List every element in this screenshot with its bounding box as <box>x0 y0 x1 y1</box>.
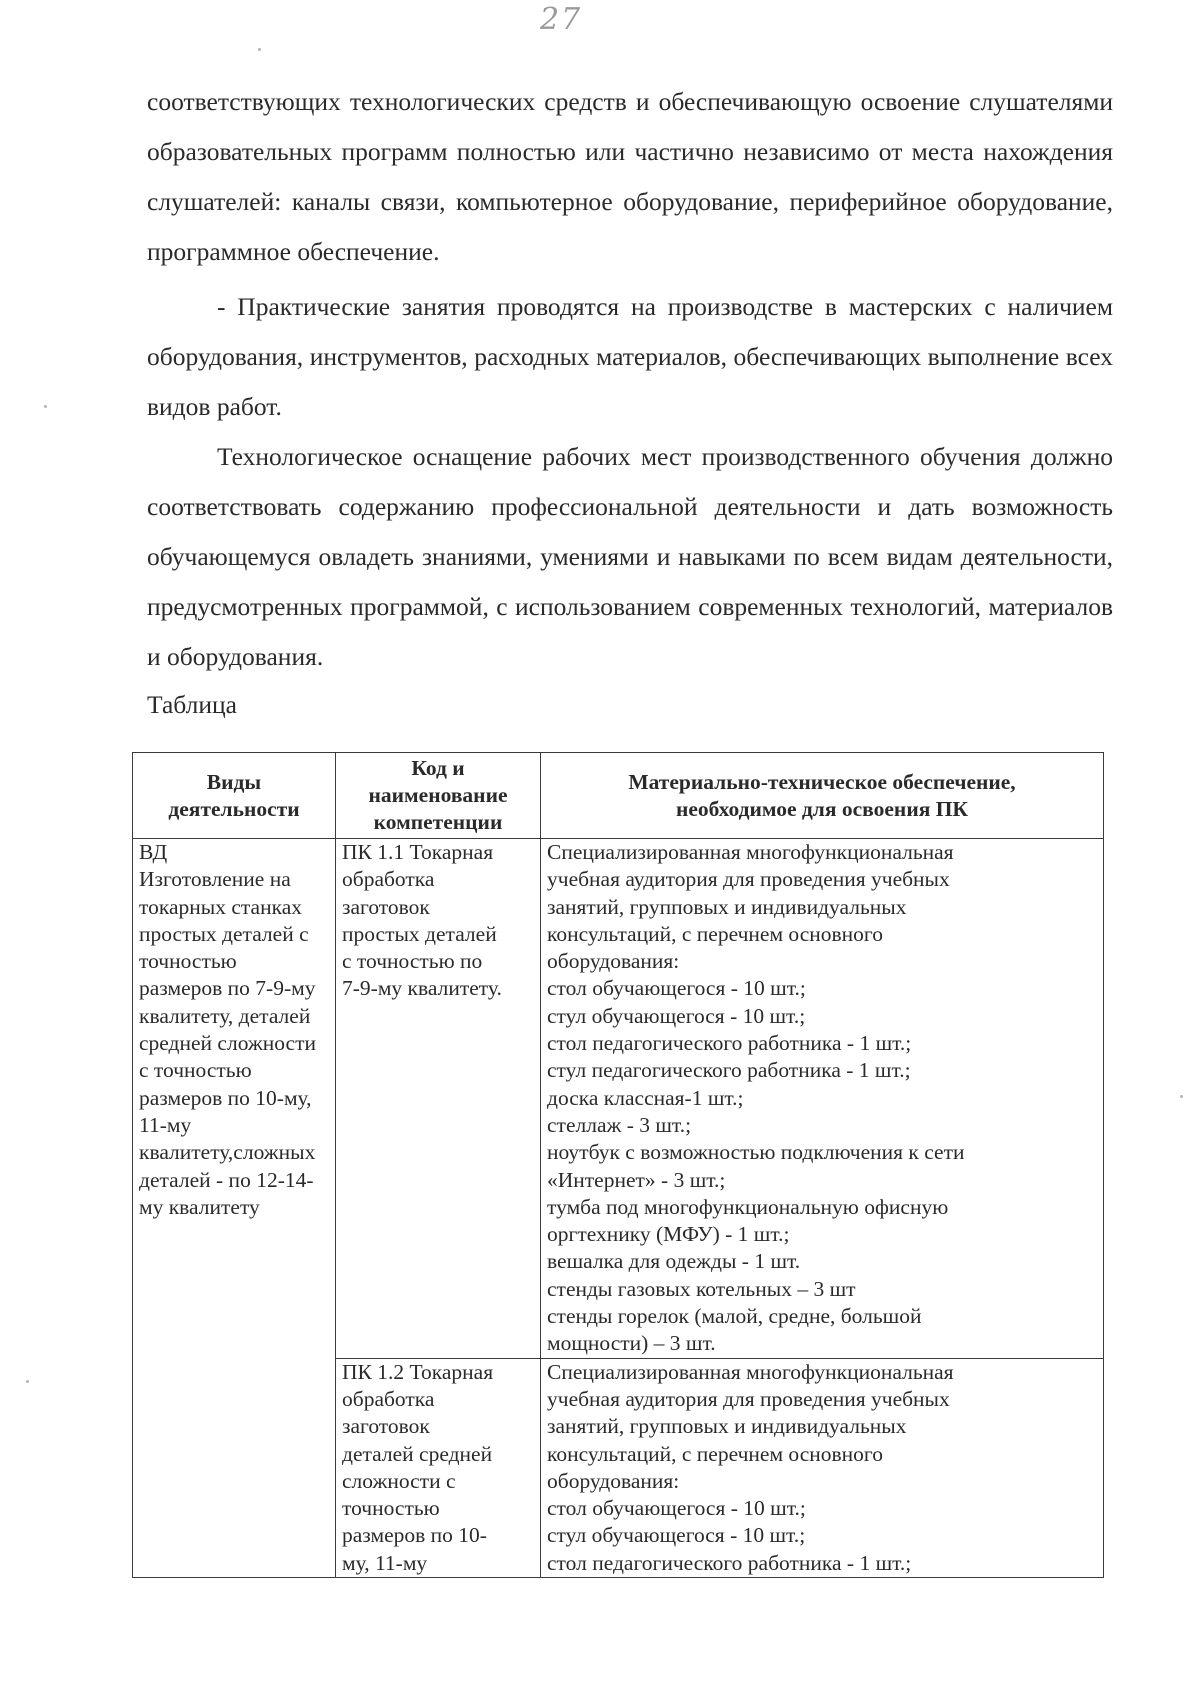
equipment-cell <box>541 839 1104 1359</box>
paragraph-practical-classes <box>147 282 1113 432</box>
header-activity-types <box>133 753 336 839</box>
equipment-cell <box>541 1358 1104 1577</box>
paragraph-text: соответствующих технологических средств и обеспечивающую освоение слушателями образовательных программ полностью или частично независимо от места нахождения слушателей: каналы связи, компьютерное оборудование, периферийное оборудование, программное обеспечение. <box>147 87 1113 266</box>
cell-line: вешалка для одежды - 1 шт. <box>547 1249 801 1274</box>
competence-cell <box>336 839 541 1359</box>
cell-line: стол педагогического работника - 1 шт.; <box>547 1031 912 1056</box>
cell-line: оборудования: <box>547 949 680 974</box>
cell-line: стул обучающегося - 10 шт.; <box>547 1003 806 1028</box>
cell-line: точностью <box>139 949 237 974</box>
cell-line: Специализированная многофункциональная <box>547 1359 954 1384</box>
header-line: необходимое для освоения ПК <box>675 796 969 821</box>
cell-line: консультаций, с перечнем основного <box>547 921 883 946</box>
cell-line: му, 11-му <box>342 1550 428 1575</box>
cell-line: ПК 1.2 Токарная <box>342 1359 494 1384</box>
cell-line: точностью <box>342 1496 440 1521</box>
header-line: деятельности <box>168 796 300 821</box>
table-row <box>133 839 1104 1359</box>
cell-line: обработка <box>342 1386 435 1411</box>
cell-line: учебная аудитория для проведения учебных <box>547 1386 950 1411</box>
cell-line: заготовок <box>342 894 430 919</box>
cell-line: обработка <box>342 867 435 892</box>
scan-speck <box>258 48 261 51</box>
cell-line: ноутбук с возможностью подключения к сети <box>547 1140 965 1165</box>
cell-line: стол педагогического работника - 1 шт.; <box>547 1550 912 1575</box>
cell-line: размеров по 10- <box>342 1523 487 1548</box>
cell-line: квалитету,сложных <box>139 1140 316 1165</box>
cell-line: деталей средней <box>342 1441 493 1466</box>
cell-line: простых деталей с <box>139 921 309 946</box>
cell-line: деталей - по 12-14- <box>139 1167 314 1192</box>
cell-line: стул обучающегося - 10 шт.; <box>547 1523 806 1548</box>
cell-line: стул педагогического работника - 1 шт.; <box>547 1058 911 1083</box>
cell-line: средней сложности <box>139 1031 316 1056</box>
cell-line: заготовок <box>342 1414 430 1439</box>
scan-speck <box>1180 1095 1183 1098</box>
cell-line: сложности с <box>342 1468 456 1493</box>
cell-line: токарных станках <box>139 894 303 919</box>
cell-line: с точностью по <box>342 949 483 974</box>
header-line: Код и <box>411 756 465 780</box>
cell-line: доска классная-1 шт.; <box>547 1085 744 1110</box>
cell-line: стеллаж - 3 шт.; <box>547 1112 692 1137</box>
cell-line: размеров по 10-му, <box>139 1085 312 1110</box>
cell-line: ВД <box>139 840 168 864</box>
cell-line: с точностью <box>139 1058 252 1083</box>
cell-line: стенды газовых котельных – 3 шт <box>547 1276 856 1301</box>
cell-line: оборудования: <box>547 1468 680 1493</box>
header-line: Виды <box>206 769 262 794</box>
cell-line: занятий, групповых и индивидуальных <box>547 894 907 919</box>
competence-cell <box>336 1358 541 1577</box>
cell-line: 11-му <box>139 1112 192 1137</box>
cell-line: размеров по 7-9-му <box>139 976 316 1001</box>
cell-line: Специализированная многофункциональная <box>547 840 954 864</box>
paragraph-text: Технологическое оснащение рабочих мест производственного обучения должно соответствовать содержанию профессиональной деятельности и дать возможность обучающемуся овладеть знаниями, умениями и навыками по всем видам деятельности, предусмотренных программой, с использованием современных технологий, материалов и оборудования. <box>147 442 1113 671</box>
paragraph-technology-means <box>147 77 1113 277</box>
cell-line: му квалитету <box>139 1194 260 1219</box>
cell-line: мощности) – 3 шт. <box>547 1331 716 1356</box>
cell-line: ПК 1.1 Токарная <box>342 840 494 864</box>
handwritten-page-number: 27 <box>540 2 583 37</box>
table-caption: Таблица <box>147 690 237 719</box>
cell-line: стол обучающегося - 10 шт.; <box>547 1496 806 1521</box>
header-line: Материально-техническое обеспечение, <box>628 769 1016 794</box>
cell-line: простых деталей <box>342 921 497 946</box>
paragraph-technological-equipment <box>147 432 1113 682</box>
header-line: компетенции <box>373 810 503 834</box>
cell-line: тумба под многофункциональную офисную <box>547 1194 949 1219</box>
paragraph-text: - Практические занятия проводятся на производстве в мастерских с наличием оборудования, инструментов, расходных материалов, обеспечивающих выполнение всех видов работ. <box>147 292 1113 421</box>
equipment-table <box>132 752 1104 1578</box>
cell-line: 7-9-му квалитету. <box>342 976 502 1001</box>
header-material-support <box>541 753 1104 839</box>
table-header-row <box>133 753 1104 839</box>
cell-line: консультаций, с перечнем основного <box>547 1441 883 1466</box>
cell-line: Изготовление на <box>139 867 291 892</box>
activity-cell <box>133 839 336 1578</box>
cell-line: квалитету, деталей <box>139 1003 311 1028</box>
scan-speck <box>44 405 47 408</box>
header-line: наименование <box>368 783 508 807</box>
header-competence-code <box>336 753 541 839</box>
cell-line: стол обучающегося - 10 шт.; <box>547 976 806 1001</box>
cell-line: «Интернет» - 3 шт.; <box>547 1167 726 1192</box>
cell-line: занятий, групповых и индивидуальных <box>547 1414 907 1439</box>
cell-line: оргтехнику (МФУ) - 1 шт.; <box>547 1222 790 1247</box>
cell-line: стенды горелок (малой, средне, большой <box>547 1304 922 1329</box>
cell-line: учебная аудитория для проведения учебных <box>547 867 950 892</box>
scan-speck <box>26 1380 29 1383</box>
